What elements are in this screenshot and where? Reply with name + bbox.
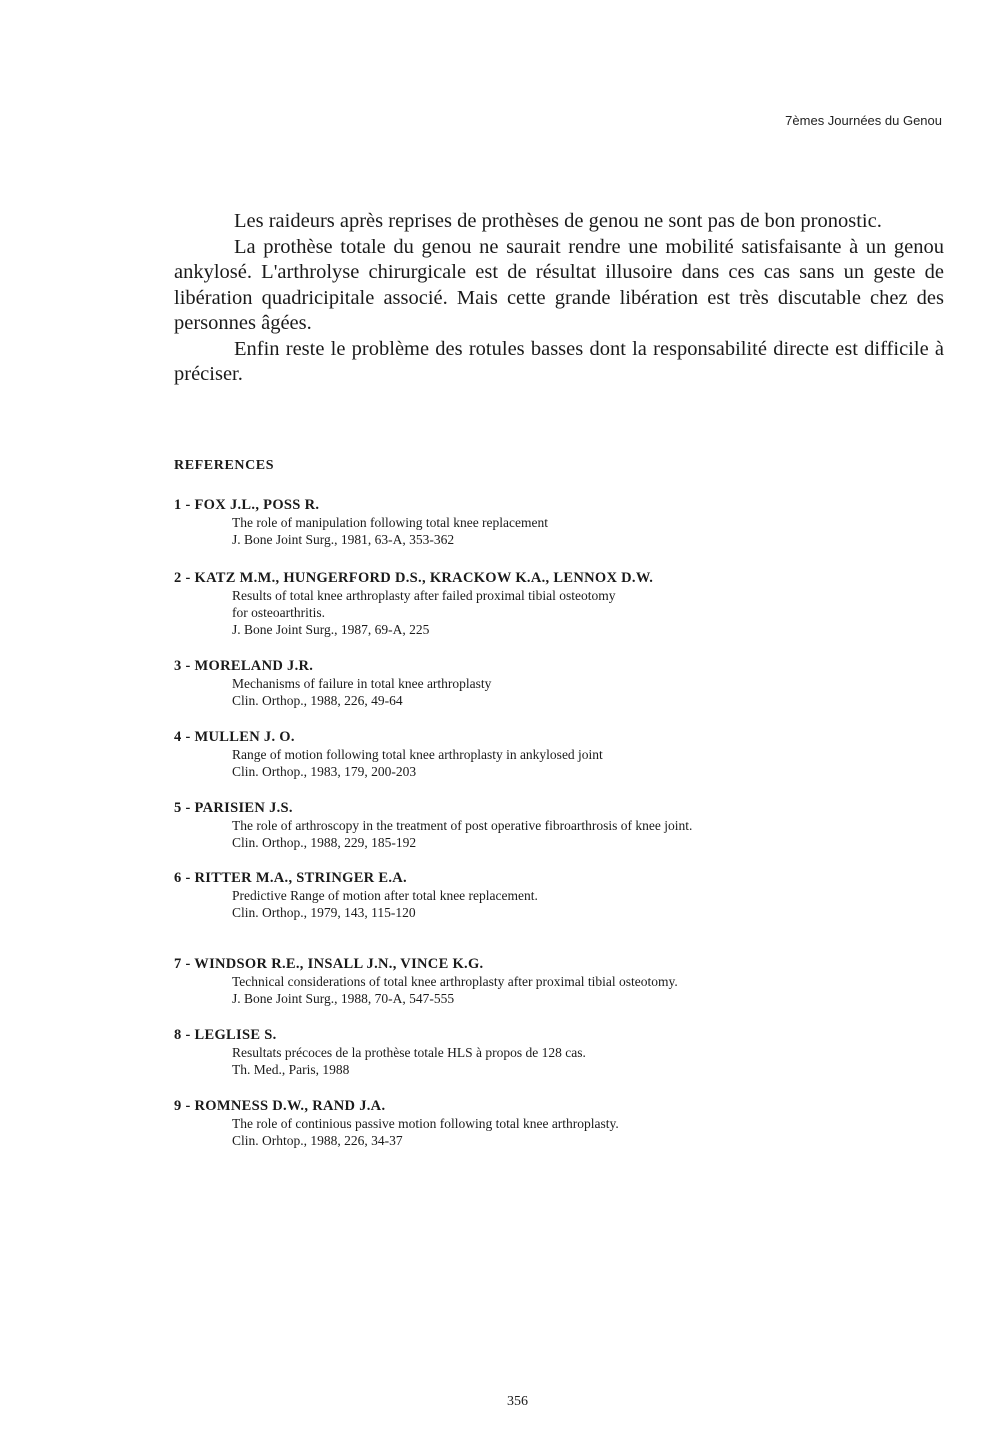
reference-line: Resultats précoces de la prothèse totale HLS à propos de 128 cas. — [232, 1045, 586, 1060]
reference-item — [174, 869, 874, 921]
reference-item — [174, 728, 874, 780]
reference-authors: 4 - MULLEN J. O. — [174, 729, 295, 745]
reference-item — [174, 496, 874, 548]
reference-details — [174, 514, 874, 548]
reference-line: Clin. Orhtop., 1988, 226, 34-37 — [232, 1133, 403, 1148]
reference-line: Range of motion following total knee arthroplasty in ankylosed joint — [232, 747, 603, 762]
reference-line: The role of arthroscopy in the treatment of post operative fibroarthrosis of knee joint. — [232, 818, 693, 833]
page-number: 356 — [507, 1394, 528, 1409]
reference-authors: 1 - FOX J.L., POSS R. — [174, 497, 320, 513]
reference-line: for osteoarthritis. — [232, 605, 325, 620]
reference-item — [174, 1026, 874, 1078]
reference-details — [174, 1044, 874, 1078]
reference-authors: 3 - MORELAND J.R. — [174, 658, 314, 674]
body-paragraph: Enfin reste le problème des rotules basses dont la responsabilité directe est difficile à préciser. — [174, 337, 944, 385]
reference-details — [174, 746, 874, 780]
reference-authors: 8 - LEGLISE S. — [174, 1027, 277, 1043]
reference-line: Clin. Orthop., 1979, 143, 115-120 — [232, 905, 416, 920]
reference-line: The role of manipulation following total knee replacement — [232, 515, 549, 530]
reference-details — [174, 1115, 874, 1149]
reference-authors: 2 - KATZ M.M., HUNGERFORD D.S., KRACKOW K.A., LENNOX D.W. — [174, 570, 654, 586]
reference-line: Clin. Orthop., 1988, 229, 185-192 — [232, 835, 417, 850]
body-paragraph: La prothèse totale du genou ne saurait rendre une mobilité satisfaisante à un genou ankylosé. L'arthrolyse chirurgicale est de résultat illusoire dans ces cas sans un geste de libération quadricipitale associé. Mais cette grande libération est très discutable chez des personnes âgées. — [174, 235, 944, 334]
reference-details — [174, 817, 874, 851]
reference-list — [174, 496, 874, 1149]
reference-authors: 5 - PARISIEN J.S. — [174, 800, 293, 816]
reference-line: J. Bone Joint Surg., 1981, 63-A, 353-362 — [232, 532, 455, 547]
reference-item — [174, 955, 874, 1007]
reference-authors: 6 - RITTER M.A., STRINGER E.A. — [174, 870, 407, 886]
reference-authors: 7 - WINDSOR R.E., INSALL J.N., VINCE K.G. — [174, 956, 484, 972]
reference-details — [174, 675, 874, 709]
reference-line: Technical considerations of total knee arthroplasty after proximal tibial osteotomy. — [232, 974, 678, 989]
reference-line: Mechanisms of failure in total knee arthroplasty — [232, 676, 492, 691]
reference-line: The role of continious passive motion following total knee arthroplasty. — [232, 1116, 619, 1131]
reference-line: Clin. Orthop., 1983, 179, 200-203 — [232, 764, 417, 779]
reference-item — [174, 657, 874, 709]
reference-line: Th. Med., Paris, 1988 — [232, 1062, 350, 1077]
reference-details — [174, 887, 874, 921]
reference-line: J. Bone Joint Surg., 1988, 70-A, 547-555 — [232, 991, 455, 1006]
reference-item — [174, 799, 874, 851]
reference-line: J. Bone Joint Surg., 1987, 69-A, 225 — [232, 622, 430, 637]
body-text — [174, 209, 944, 388]
reference-item — [174, 569, 874, 638]
reference-line: Results of total knee arthroplasty after failed proximal tibial osteotomy — [232, 588, 616, 603]
running-header: 7èmes Journées du Genou — [785, 113, 942, 128]
reference-line: Clin. Orthop., 1988, 226, 49-64 — [232, 693, 403, 708]
reference-authors: 9 - ROMNESS D.W., RAND J.A. — [174, 1098, 386, 1114]
body-paragraph: Les raideurs après reprises de prothèses de genou ne sont pas de bon pronostic. — [234, 210, 882, 232]
reference-details — [174, 973, 874, 1007]
reference-details — [174, 587, 874, 638]
reference-item — [174, 1097, 874, 1149]
reference-line: Predictive Range of motion after total knee replacement. — [232, 888, 538, 903]
references-heading: REFERENCES — [174, 458, 275, 473]
